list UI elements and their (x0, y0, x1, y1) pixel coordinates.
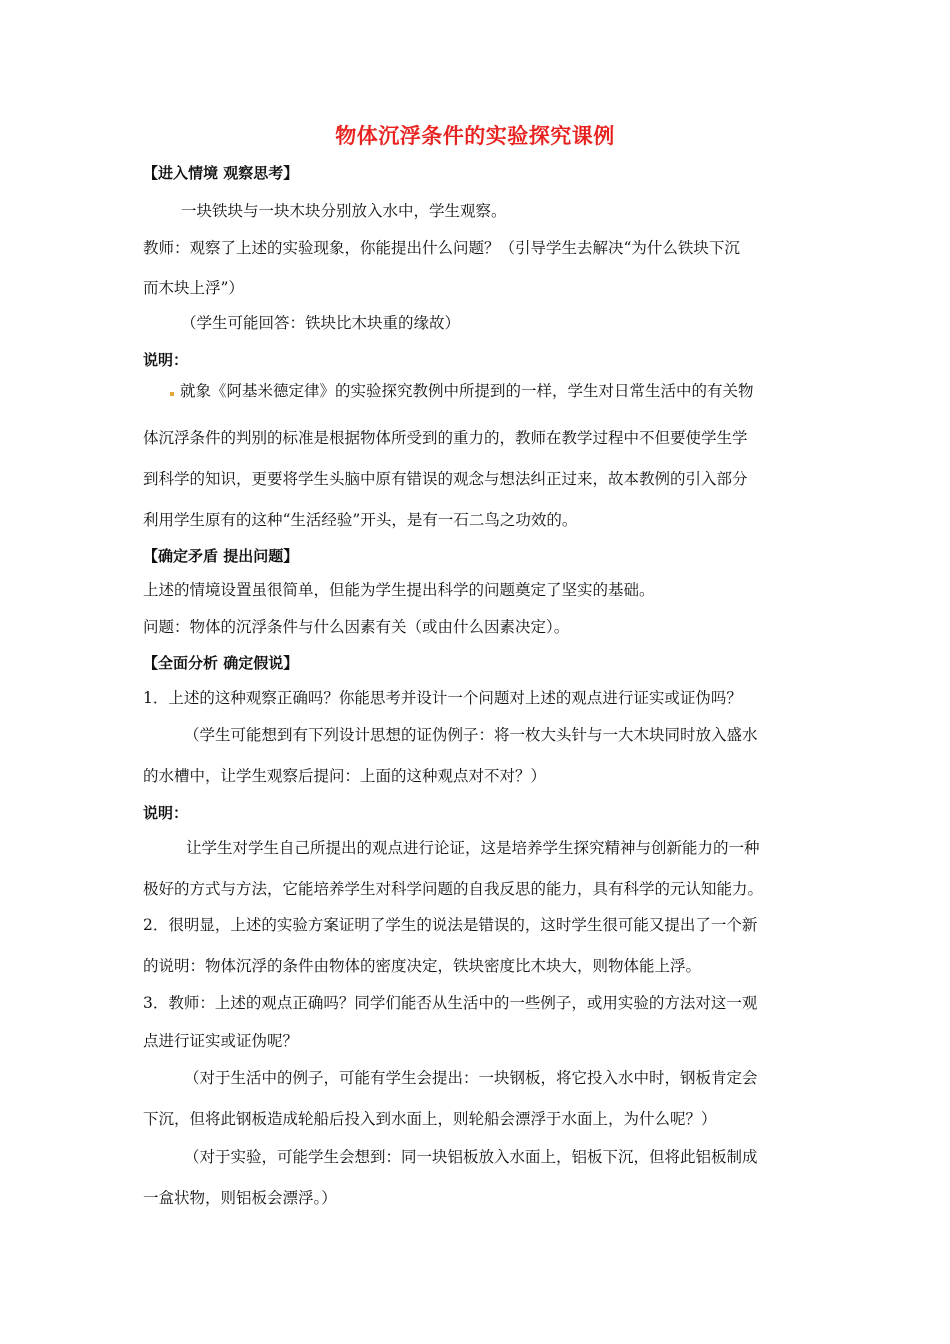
line-text: 问题：物体的沉浮条件与什么因素有关（或由什么因素决定）。 (143, 618, 570, 636)
line-text: 让学生对学生自己所提出的观点进行论证，这是培养学生探究精神与创新能力的一种 (186, 839, 760, 857)
paragraph-line (143, 510, 930, 530)
line-text: 3．教师：上述的观点正确吗？同学们能否从生活中的一些例子，或用实验的方法对这一观 (143, 994, 758, 1012)
line-text: 的水槽中，让学生观察后提问：上面的这种观点对不对？） (143, 767, 547, 785)
paragraph-line (181, 313, 930, 333)
paragraph-line (184, 1147, 930, 1167)
section-heading (143, 803, 930, 823)
paragraph-line (143, 915, 930, 935)
paragraph-line (143, 993, 930, 1013)
paragraph-line (170, 381, 930, 401)
section-heading (143, 350, 930, 370)
line-text: 上述的情境设置虽很简单，但能为学生提出科学的问题奠定了坚实的基础。 (143, 581, 655, 599)
paragraph-line (143, 1031, 930, 1051)
paragraph-line (143, 428, 930, 448)
line-text: 说明： (143, 351, 189, 369)
line-text: 一盒状物，则铝板会漂浮。） (143, 1189, 337, 1207)
paragraph-line (143, 1109, 930, 1129)
line-text: 教师：观察了上述的实验现象，你能提出什么问题？（引导学生去解决“为什么铁块下沉 (143, 239, 740, 257)
paragraph-line (184, 725, 930, 745)
paragraph-line (143, 1188, 930, 1208)
paragraph-line (186, 838, 930, 858)
line-text: 【全面分析 确定假说】 (143, 654, 299, 672)
line-text: 就象《阿基米德定律》的实验探究教例中所提到的一样，学生对日常生活中的有关物 (180, 382, 754, 400)
line-text: 极好的方式与方法，它能培养学生对科学问题的自我反思的能力，具有科学的元认知能力。 (143, 880, 764, 898)
section-heading (143, 546, 930, 566)
line-text: （对于实验，可能学生会想到：同一块铝板放入水面上，铝板下沉，但将此铝板制成 (184, 1148, 758, 1166)
line-text: （对于生活中的例子，可能有学生会提出：一块钢板，将它投入水中时，钢板肯定会 (184, 1069, 758, 1087)
paragraph-line (143, 580, 930, 600)
line-text: 的说明：物体沉浮的条件由物体的密度决定，铁块密度比木块大，则物体能上浮。 (143, 957, 702, 975)
paragraph-line (184, 1068, 930, 1088)
line-text: 到科学的知识，更要将学生头脑中原有错误的观念与想法纠正过来，故本教例的引入部分 (143, 470, 748, 488)
paragraph-line (143, 688, 930, 708)
paragraph-line (143, 879, 930, 899)
line-text: 1．上述的这种观察正确吗？你能思考并设计一个问题对上述的观点进行证实或证伪吗？ (143, 689, 742, 707)
line-text: 【进入情境 观察思考】 (143, 164, 299, 182)
line-text: 说明： (143, 804, 189, 822)
line-text: 【确定矛盾 提出问题】 (143, 547, 299, 565)
paragraph-line (181, 201, 930, 221)
paragraph-line (143, 278, 930, 298)
line-text: 而木块上浮”） (143, 279, 244, 297)
bullet-mark-icon (170, 392, 174, 396)
document-title: 物体沉浮条件的实验探究课例 (335, 124, 615, 148)
section-heading (143, 653, 930, 673)
paragraph-line (143, 238, 930, 258)
line-text: 2．很明显，上述的实验方案证明了学生的说法是错误的，这时学生很可能又提出了一个新 (143, 916, 758, 934)
line-text: （学生可能想到有下列设计思想的证伪例子：将一枚大头针与一大木块同时放入盛水 (184, 726, 758, 744)
line-text: 一块铁块与一块木块分别放入水中，学生观察。 (181, 202, 507, 220)
line-text: 体沉浮条件的判别的标准是根据物体所受到的重力的，教师在教学过程中不但要使学生学 (143, 429, 748, 447)
line-text: 点进行证实或证伪呢？ (143, 1032, 299, 1050)
line-text: （学生可能回答：铁块比木块重的缘故） (181, 314, 461, 332)
paragraph-line (143, 766, 930, 786)
section-heading (143, 163, 930, 183)
paragraph-line (143, 956, 930, 976)
paragraph-line (143, 617, 930, 637)
line-text: 利用学生原有的这种“生活经验”开头，是有一石二鸟之功效的。 (143, 511, 578, 529)
paragraph-line (143, 469, 930, 489)
line-text: 下沉，但将此钢板造成轮船后投入到水面上，则轮船会漂浮于水面上，为什么呢？） (143, 1110, 717, 1128)
